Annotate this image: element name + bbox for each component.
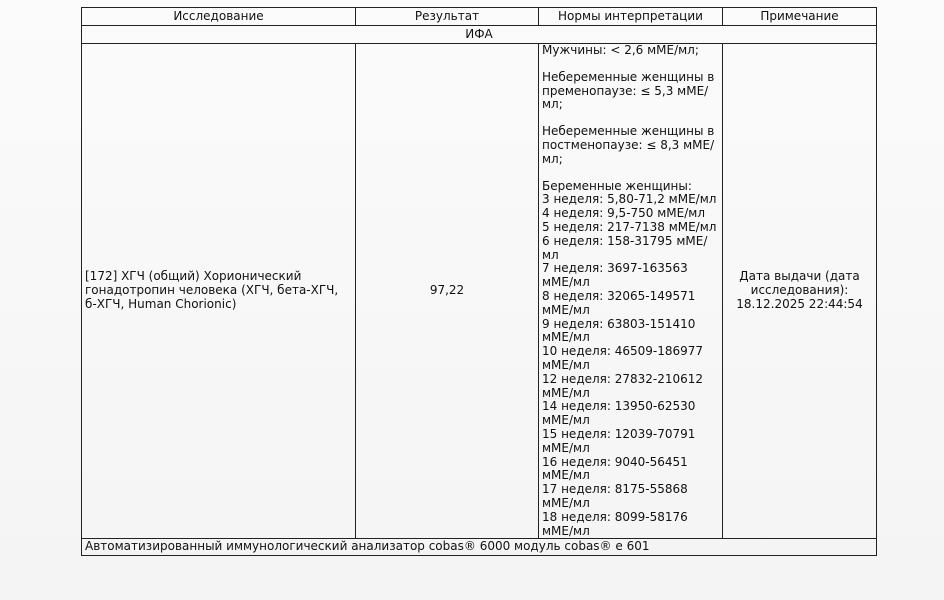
norms-gap xyxy=(542,58,719,71)
norm-line: 6 неделя: 158-31795 мМЕ/мл xyxy=(542,233,708,262)
norms-gap xyxy=(542,167,719,180)
header-study: Исследование xyxy=(82,8,356,26)
norm-line: 4 неделя: 9,5-750 мМЕ/мл xyxy=(542,206,705,221)
norm-line: 15 неделя: 12039-70791 мМЕ/мл xyxy=(542,426,696,455)
test-name xyxy=(82,44,356,539)
norm-line: 16 неделя: 9040-56451 мМЕ/мл xyxy=(542,454,688,483)
norms-list xyxy=(542,44,719,538)
test-result: 97,22 xyxy=(356,44,539,539)
header-note: Примечание xyxy=(723,8,877,26)
norm-line: 8 неделя: 32065-149571 мМЕ/мл xyxy=(542,288,696,317)
norm-line: 17 неделя: 8175-55868 мМЕ/мл xyxy=(542,482,688,510)
footer-row xyxy=(82,539,877,556)
norm-line: 3 неделя: 5,80-71,2 мМЕ/мл xyxy=(542,192,717,207)
test-note xyxy=(723,44,877,539)
norm-line: 9 неделя: 63803-151410 мМЕ/мл xyxy=(542,316,696,345)
test-name-text: [172] ХГЧ (общий) Хорионический гонадотропин человека (ХГЧ, бета-ХГЧ, б-ХГЧ, Human Chorionic) xyxy=(85,269,339,312)
norm-line: Небеременные женщины в постменопаузе: ≤ 8,3 мМЕ/мл; xyxy=(542,124,715,166)
analyzer-footer: Автоматизированный иммунологический анализатор cobas® 6000 модуль cobas® e 601 xyxy=(82,539,877,556)
norm-line: 5 неделя: 217-7138 мМЕ/мл xyxy=(542,219,717,234)
norm-line: 10 неделя: 46509-186977 мМЕ/мл xyxy=(542,344,704,372)
table-row xyxy=(82,44,877,539)
section-title: ИФА xyxy=(82,26,877,44)
norm-line: 7 неделя: 3697-163563 мМЕ/мл xyxy=(542,261,688,290)
norm-line: 18 неделя: 8099-58176 мМЕ/мл xyxy=(542,509,688,538)
norm-line: 14 неделя: 13950-62530 мМЕ/мл xyxy=(542,399,696,428)
norm-line: Небеременные женщины в пременопаузе: ≤ 5,3 мМЕ/мл; xyxy=(542,69,715,112)
norm-line: 12 неделя: 27832-210612 мМЕ/мл xyxy=(542,371,704,400)
reference-norms xyxy=(539,44,723,539)
norm-line: Беременные женщины: xyxy=(542,178,692,193)
section-row xyxy=(82,26,877,44)
table-header-row xyxy=(82,8,877,26)
results-table xyxy=(81,7,877,556)
note-text: Дата выдачи (дата исследования): 18.12.2025 22:44:54 xyxy=(736,269,863,312)
header-result: Результат xyxy=(356,8,539,26)
norm-line: Мужчины: < 2,6 мМЕ/мл; xyxy=(542,43,699,57)
header-norms: Нормы интерпретации xyxy=(539,8,723,26)
